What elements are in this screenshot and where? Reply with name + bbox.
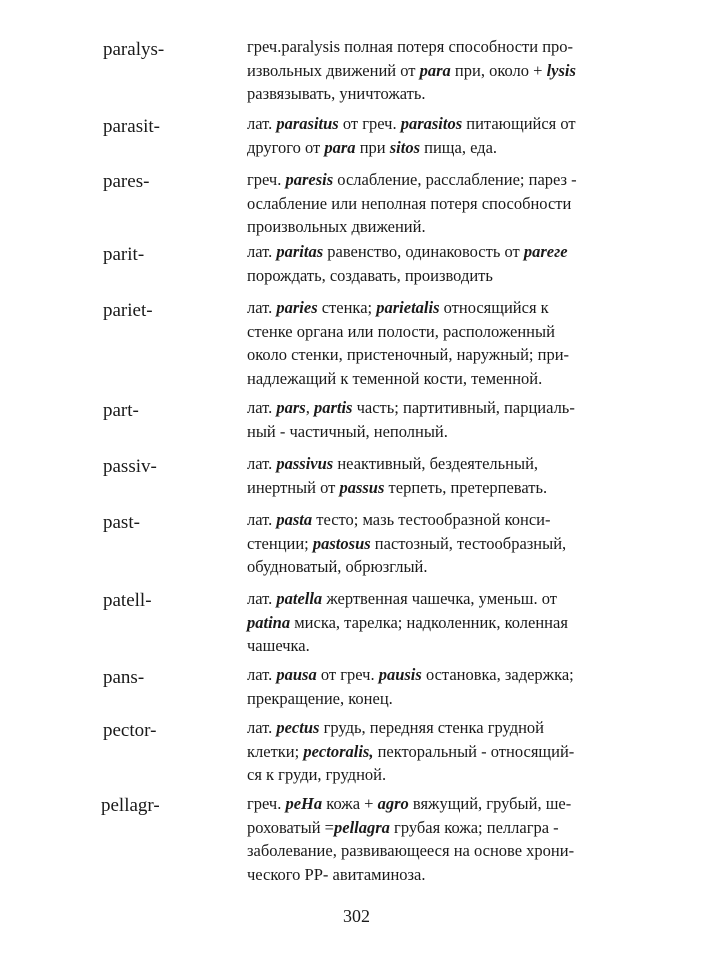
definition-text: греч.paralysis полная потеря способности про- (247, 37, 574, 56)
entry-definition (247, 716, 627, 787)
entry-term: paralys- (103, 39, 165, 60)
definition-text: при (355, 137, 390, 157)
definition-text: лат. (247, 665, 277, 684)
definition-line (247, 215, 627, 239)
definition-text: стенке органа или полости, расположенный (247, 321, 555, 341)
definition-text: вяжущий, грубый, ше- (408, 794, 572, 813)
latin-term: paritas (276, 242, 324, 261)
definition-text: лат. (247, 398, 277, 417)
entry-term: parit- (103, 244, 145, 265)
definition-text: клетки; (247, 741, 304, 761)
definition-line (247, 716, 627, 740)
definition-line (247, 82, 627, 106)
definition-text: кожа + (322, 794, 378, 813)
definition-text: питающийся от (462, 114, 576, 133)
latin-term: paries (276, 298, 318, 317)
entry-definition (247, 396, 627, 443)
latin-term: pasta (276, 510, 313, 529)
definition-line (247, 740, 627, 764)
latin-term: para (419, 60, 451, 80)
definition-text: лат. (247, 510, 277, 529)
latin-term: patella (276, 589, 323, 608)
entry-definition (247, 35, 627, 106)
entry-term: pellagr- (101, 795, 160, 816)
definition-line (247, 296, 627, 320)
definition-text: другого от (247, 137, 325, 157)
entry-term: pares- (103, 171, 150, 192)
definition-text: чашечка. (247, 636, 310, 655)
definition-line (247, 816, 627, 840)
latin-term: lysis (546, 60, 576, 80)
latin-term: passivus (276, 454, 334, 473)
definition-text: пекторальный - относящий- (373, 741, 575, 761)
definition-text: терпеть, претерпевать. (384, 477, 548, 497)
latin-term: paresis (285, 170, 334, 189)
definition-text: от греч. (338, 114, 401, 133)
definition-line (247, 192, 627, 216)
definition-text: лат. (247, 718, 277, 737)
definition-text: обудноватый, обрюзглый. (247, 557, 428, 576)
latin-term: partis (313, 398, 353, 417)
definition-line (247, 35, 627, 59)
definition-line (247, 168, 627, 192)
definition-text: лат. (247, 298, 277, 317)
definition-text: греч. (247, 794, 286, 813)
definition-text: миска, тарелка; надколенник, коленная (290, 612, 568, 632)
definition-text: лат. (247, 242, 277, 261)
entry-term: past- (103, 512, 140, 533)
definition-text: лат. (247, 114, 277, 133)
latin-term: pectoralis, (303, 741, 374, 761)
definition-text: пастозный, тестообразный, (370, 533, 567, 553)
definition-line (247, 112, 627, 136)
latin-term: parasitos (400, 114, 463, 133)
latin-term: parasitus (276, 114, 339, 133)
definition-text: грубая кожа; пеллагра - (389, 817, 559, 837)
definition-text: извольных движений от (247, 60, 420, 80)
definition-text: относящийся к (439, 298, 549, 317)
entry-term: pariet- (103, 300, 153, 321)
latin-term: pars (276, 398, 306, 417)
definition-text: прекращение, конец. (247, 688, 393, 708)
definition-line (247, 420, 627, 444)
definition-line (247, 367, 627, 391)
definition-line (247, 508, 627, 532)
definition-text: греч. (247, 170, 286, 189)
definition-text: жертвенная чашечка, уменьш. от (322, 589, 558, 608)
latin-term: pausis (378, 665, 422, 684)
definition-text: лат. (247, 454, 277, 473)
definition-text: равенство, одинаковость от (323, 242, 524, 261)
definition-text: роховатый = (247, 817, 334, 837)
entry-term: pector- (103, 720, 157, 741)
entry-definition (247, 792, 627, 886)
definition-line (247, 240, 627, 264)
entry-definition (247, 508, 627, 579)
definition-text: неактивный, бездеятельный, (333, 454, 539, 473)
latin-term: passus (339, 477, 385, 497)
definition-line (247, 264, 627, 288)
definition-line (247, 634, 627, 658)
definition-text: грудь, передняя стенка грудной (319, 718, 545, 737)
definition-line (247, 532, 627, 556)
latin-term: para (324, 137, 356, 157)
definition-text: остановка, задержка; (421, 665, 574, 684)
definition-text: надлежащий к теменной кости, теменной. (247, 368, 543, 388)
latin-term: peHa (285, 794, 323, 813)
entry-definition (247, 112, 627, 159)
entry-definition (247, 296, 627, 390)
entry-term: passiv- (103, 456, 157, 477)
definition-line (247, 792, 627, 816)
definition-line (247, 687, 627, 711)
definition-text: инертный от (247, 477, 340, 497)
definition-text: при, около + (450, 60, 547, 80)
definition-text: часть; партитивный, парциаль- (352, 398, 575, 417)
definition-text: около стенки, пристеночный, наружный; при- (247, 345, 570, 364)
entry-definition (247, 452, 627, 499)
definition-text: ческого PP- авитаминоза. (247, 864, 426, 884)
definition-text: ся к груди, грудной. (247, 765, 387, 784)
latin-term: pastosus (312, 533, 371, 553)
definition-line (247, 59, 627, 83)
latin-term: patina (247, 612, 291, 632)
definition-line (247, 763, 627, 787)
definition-line (247, 839, 627, 863)
latin-term: parietalis (376, 298, 440, 317)
definition-text: стенка; (317, 298, 377, 317)
definition-text: ный - частичный, неполный. (247, 421, 448, 441)
definition-line (247, 587, 627, 611)
entry-term: part- (103, 400, 139, 421)
definition-text: ослабление, расслабление; парез - (333, 170, 577, 189)
entry-definition (247, 663, 627, 710)
definition-text: пища, еда. (420, 137, 498, 157)
latin-term: pareгe (523, 242, 568, 261)
definition-text: , (305, 398, 314, 417)
entry-definition (247, 587, 627, 658)
definition-line (247, 555, 627, 579)
definition-text: лат. (247, 589, 277, 608)
definition-line (247, 611, 627, 635)
latin-term: pellagra (334, 817, 390, 837)
definition-line (247, 452, 627, 476)
entry-term: patell- (103, 590, 152, 611)
definition-line (247, 320, 627, 344)
latin-term: sitos (389, 137, 420, 157)
definition-text: произвольных движений. (247, 217, 426, 236)
entry-term: pans- (103, 667, 145, 688)
entry-term: parasit- (103, 116, 160, 137)
latin-term: pausa (276, 665, 317, 684)
entry-definition (247, 240, 627, 287)
definition-line (247, 663, 627, 687)
definition-text: заболевание, развивающееся на основе хрони- (247, 841, 575, 860)
definition-line (247, 476, 627, 500)
latin-term: agro (377, 794, 409, 813)
definition-text: ослабление или неполная потеря способности (247, 193, 572, 213)
definition-text: порождать, создавать, производить (247, 265, 493, 285)
definition-line (247, 396, 627, 420)
entry-definition (247, 168, 627, 239)
definition-text: развязывать, уничтожать. (247, 84, 426, 103)
definition-text: от греч. (316, 665, 379, 684)
definition-text: тесто; мазь тестообразной конси- (312, 510, 551, 529)
page-number: 302 (343, 906, 370, 926)
definition-text: стенции; (247, 533, 313, 553)
definition-line (247, 343, 627, 367)
definition-line (247, 863, 627, 887)
definition-line (247, 136, 627, 160)
latin-term: pectus (276, 718, 320, 737)
